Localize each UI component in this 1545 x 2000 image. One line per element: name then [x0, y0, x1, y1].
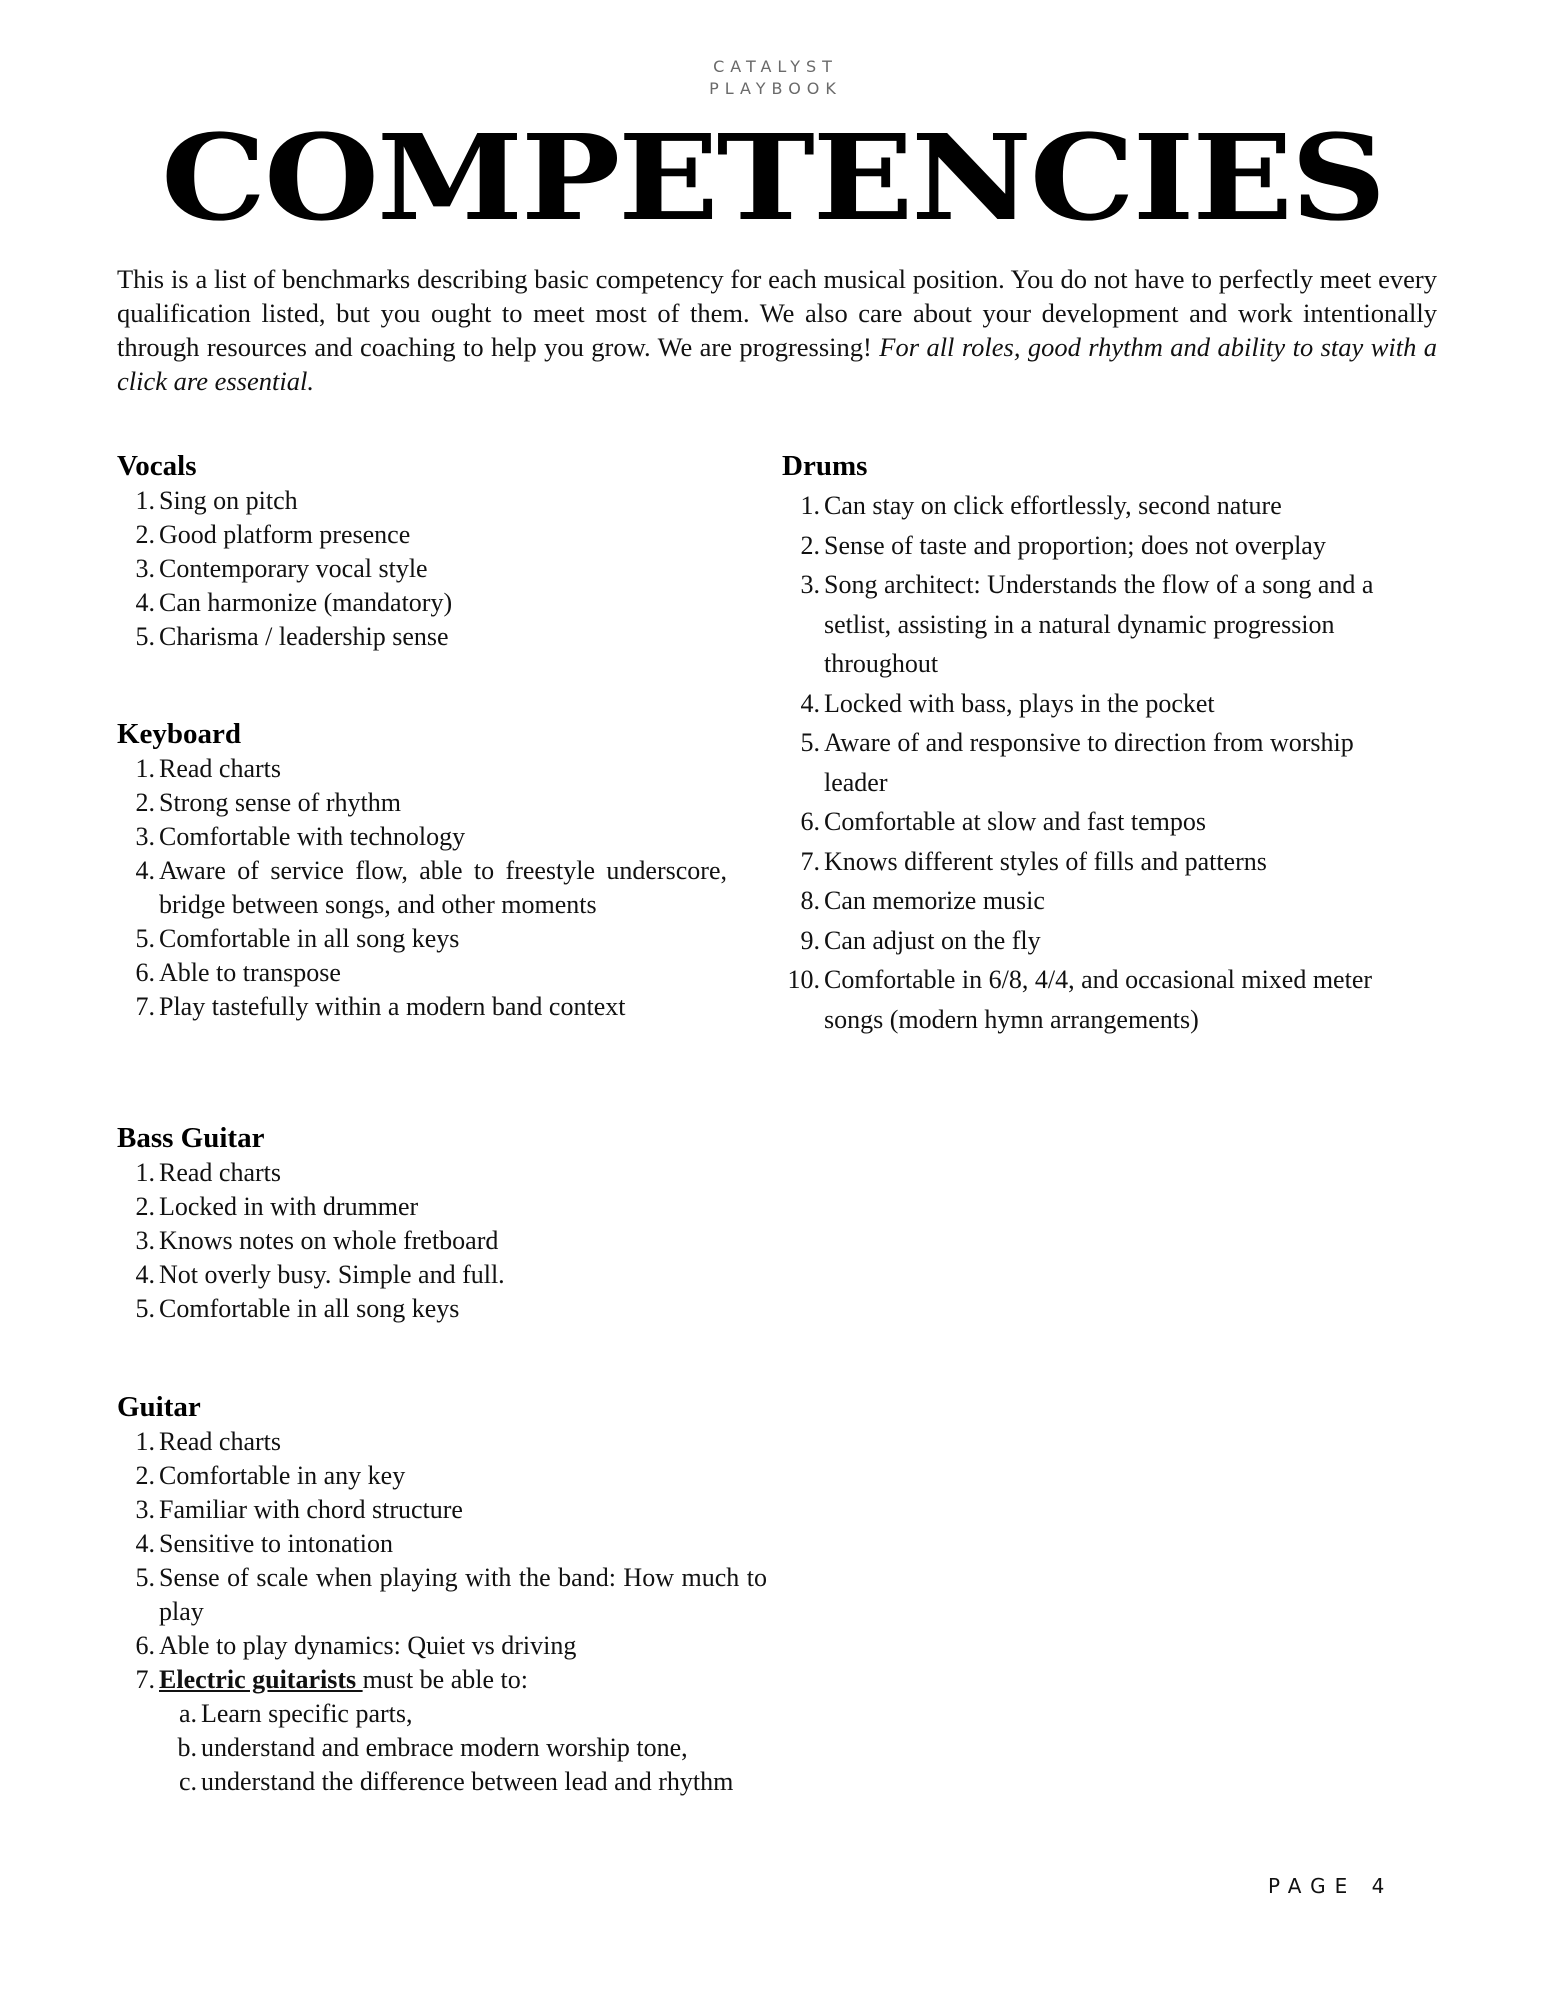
keyboard-list [117, 752, 727, 1024]
guitar-sub-list [159, 1697, 767, 1799]
list-item: 7. Electric guitarists must be able to: a. Learn specific parts, b. understand and embrace modern worship tone, c. understand the difference between lead and rhythm [117, 1663, 767, 1799]
list-item: 4. Not overly busy. Simple and full. [135, 1260, 505, 1289]
vocals-section [117, 448, 727, 654]
list-item: 3. Familiar with chord structure [135, 1495, 463, 1524]
drums-list [782, 486, 1414, 1039]
list-item: 3. Knows notes on whole fretboard [135, 1226, 499, 1255]
section-title: Bass Guitar [117, 1122, 265, 1154]
page-title: COMPETENCIES [161, 108, 1384, 247]
brand-line-1: CATALYST [713, 57, 838, 76]
electric-guitarists-emphasis: Electric guitarists [159, 1665, 363, 1694]
list-item: 4. Aware of service flow, able to freestyle underscore, bridge between songs, and other moments [135, 856, 727, 919]
brand-line-2: PLAYBOOK [709, 79, 842, 98]
list-item: 7. Play tastefully within a modern band context [135, 992, 626, 1021]
list-item: 1. Read charts [135, 1427, 282, 1456]
list-item: 6. Able to play dynamics: Quiet vs driving [135, 1631, 577, 1660]
list-item: 1. Sing on pitch [135, 486, 298, 515]
section-title: Vocals [117, 450, 197, 482]
page-number: PAGE 4 [1268, 1874, 1394, 1898]
list-item: 6. Comfortable at slow and fast tempos [800, 807, 1206, 836]
list-item: 1. Read charts [135, 754, 282, 783]
intro-paragraph [117, 262, 1437, 398]
list-item: 4. Sensitive to intonation [135, 1529, 393, 1558]
list-item: 3. Contemporary vocal style [135, 554, 428, 583]
brand-label [0, 56, 1545, 100]
list-item: 2. Comfortable in any key [135, 1461, 406, 1490]
section-title: Guitar [117, 1391, 201, 1423]
list-item: 2. Good platform presence [135, 520, 411, 549]
vocals-list [117, 484, 727, 654]
list-item: 2. Strong sense of rhythm [135, 788, 401, 817]
list-item: 7. Knows different styles of fills and patterns [800, 846, 1267, 876]
list-item: 4. Can harmonize (mandatory) [135, 588, 453, 617]
drums-section [782, 448, 1414, 1039]
intro-emphasis: For all roles, good rhythm and ability to stay with a click are essential. [117, 332, 1438, 396]
list-item: 2. Locked in with drummer [135, 1192, 419, 1221]
guitar-list [117, 1425, 767, 1799]
keyboard-section [117, 716, 727, 1024]
list-item: 5. Charisma / leadership sense [135, 622, 449, 651]
list-item: 9. Can adjust on the fly [800, 925, 1041, 955]
list-item: 5. Comfortable in all song keys [135, 1294, 460, 1323]
list-item: b. understand and embrace modern worship tone, [177, 1733, 688, 1762]
list-item: 8. Can memorize music [800, 886, 1045, 915]
list-item: 6. Able to transpose [135, 958, 341, 987]
section-title: Drums [782, 450, 868, 482]
list-item: 3. Song architect: Understands the flow of a song and a setlist, assisting in a natural dynamic progression throughout [800, 570, 1374, 678]
list-item: 3. Comfortable with technology [135, 822, 466, 851]
bass-section [117, 1120, 727, 1326]
list-item: 4. Locked with bass, plays in the pocket [800, 688, 1215, 718]
list-item: 2. Sense of taste and proportion; does not overplay [800, 530, 1326, 560]
list-item: 5. Aware of and responsive to direction from worship leader [800, 728, 1354, 797]
list-item: 5. Sense of scale when playing with the band: How much to play [135, 1563, 767, 1626]
bass-list [117, 1156, 727, 1326]
intro-text: This is a list of benchmarks describing basic competency for each musical position. You do not have to perfectly meet every qualification listed, but you ought to meet most of them. We also care about your development and work intentionally through resources and coaching to help you grow. We are progressing! [117, 264, 1437, 362]
list-item: c. understand the difference between lead and rhythm [178, 1767, 734, 1796]
list-item: a. Learn specific parts, [178, 1699, 413, 1728]
list-item: 5. Comfortable in all song keys [135, 924, 460, 953]
list-item: 10. Comfortable in 6/8, 4/4, and occasional mixed meter songs (modern hymn arrangements) [787, 965, 1373, 1034]
list-item: 1. Can stay on click effortlessly, second nature [800, 491, 1282, 520]
list-item: 1. Read charts [135, 1158, 282, 1187]
section-title: Keyboard [117, 718, 242, 750]
guitar-section [117, 1389, 767, 1799]
